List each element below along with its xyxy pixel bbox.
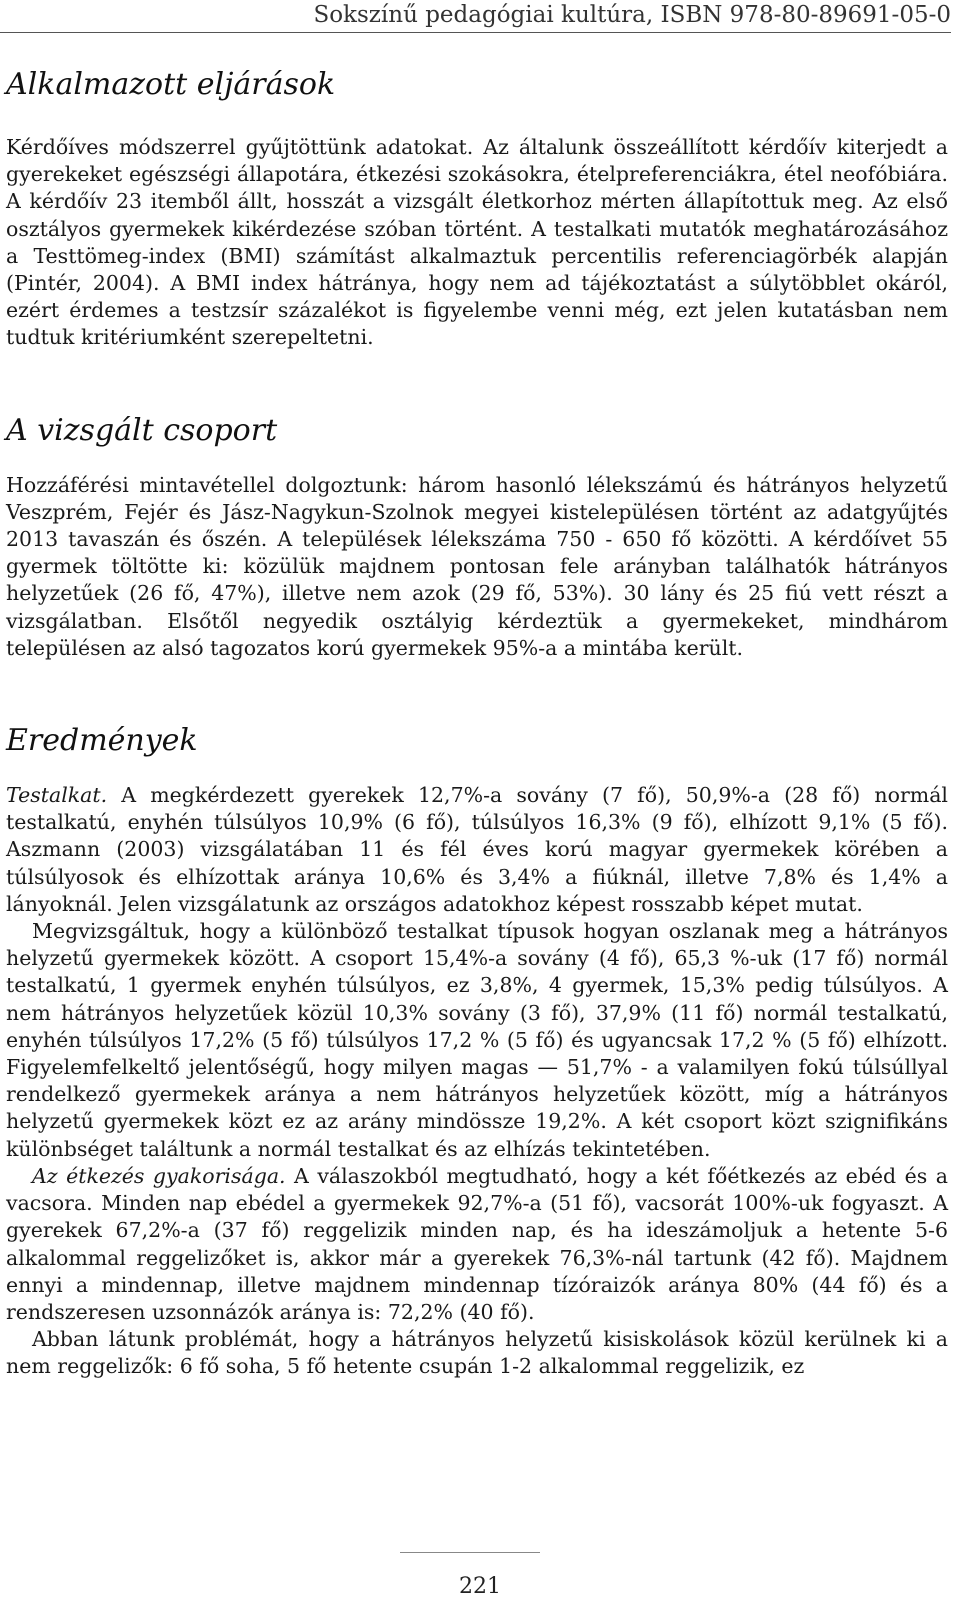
running-header: Sokszínű pedagógiai kultúra, ISBN 978-80-89691-05-0 [0,0,951,33]
section-title-methods: Alkalmazott eljárások [6,67,336,102]
group-paragraph: Hozzáférési mintavétellel dolgoztunk: három hasonló lélekszámú és hátrányos helyzetű Veszprém, Fejér és Jász-Nagykun-Szolnok megyei kistelepülésen történt az adatgyűjtés 2013 tavaszán és őszén. A települések lélekszáma 750 - 650 fő közötti. A kérdőívet 55 gyermek töltötte ki: közülük majdnem pontosan fele arányban találhatók hátrányos helyzetűek (26 fő, 47%), illetve nem azok (29 fő, 53%). 30 lány és 25 fiú vett részt a vizsgálatban. Elsőtől negyedik osztályig kérdeztük a gyermekeket, mindhárom településen az alsó tagozatos korú gyermekek 95%-a a mintába került. [6,472,948,660]
results-paragraph-body-type [6,782,948,918]
section-title-group: A vizsgált csoport [6,412,278,448]
results-paragraph-breakfast: Abban látunk problémát, hogy a hátrányos helyzetű kisiskolások közül kerülnek ki a nem reggelizők: 6 fő soha, 5 fő hetente csupán 1-2 alkalommal reggelizik, ez [6,1327,948,1379]
page-number: 221 [459,1574,501,1599]
results-text-meal-frequency: A válaszokból megtudható, hogy a két főétkezés az ebéd és a vacsora. Minden nap ebédel a gyermekek 92,7%-a (51 fő), vacsorát 100%-uk fogyaszt. A gyerekek 67,2%-a (37 fő) reggelizik minden nap, és ha ideszámoljuk a hetente 5-6 alkalommal reggelizőket is, akkor már a gyerekek 76,3%-nál tartunk (42 fő). Majdnem ennyi a mindennap, illetve majdnem mindennap tízóraizók aránya 80% (44 fő) és a rendszeresen uzsonnázók aránya is: 72,2% (40 fő). [6,1163,948,1324]
methods-paragraph: Kérdőíves módszerrel gyűjtöttünk adatokat. Az általunk összeállított kérdőív kiterjedt a gyerekeket egészségi állapotára, étkezési szokásokra, ételpreferenciákra, étel neofóbiára. A kérdőív 23 itemből állt, hosszát a vizsgált életkorhoz mérten állapítottuk meg. Az első osztályos gyermekek kikérdezése szóban történt. A testalkati mutatók meghatározásához a Testtömeg-index (BMI) számítást alkalmaztuk percentilis referenciagörbék alapján (Pintér, 2004). A BMI index hátránya, hogy nem ad tájékoztatást a súlytöbblet okáról, ezért érdemes a testzsír százalékot is figyelembe venni még, ezt jelen kutatásban nem tudtuk kritériumként szerepeltetni. [6,135,948,350]
results-lead-body-type: Testalkat. [6,783,108,808]
footer-rule [400,1552,540,1553]
results-paragraph-disadvantaged: Megvizsgáltuk, hogy a különböző testalkat típusok hogyan oszlanak meg a hátrányos helyzetű gyermekek között. A csoport 15,4%-a sovány (4 fő), 65,3 %-uk (17 fő) normál testalkatú, 1 gyermek enyhén túlsúlyos, ez 3,8%, 4 gyermek, 15,3% pedig túlsúlyos. A nem hátrányos helyzetűek közül 10,3% sovány (3 fő), 37,9% (11 fő) normál testalkatú, enyhén túlsúlyos 17,2% (5 fő) túlsúlyos 17,2 % (5 fő) és ugyancsak 17,2 % (5 fő) elhízott. Figyelemfelkeltő jelentőségű, hogy milyen magas — 51,7% - a valamilyen fokú túlsúllyal rendelkező gyermekek aránya a nem hátrányos helyzetűek között, míg a hátrányos helyzetű gyermekek közt ez az arány mindössze 19,2%. A két csoport közt szignifikáns különbséget találtunk a normál testalkat és az elhízás tekintetében. [6,919,948,1161]
results-text-body-type: A megkérdezett gyerekek 12,7%-a sovány (7 fő), 50,9%-a (28 fő) normál testalkatú, enyhén túlsúlyos 10,9% (6 fő), túlsúlyos 16,3% (9 fő), elhízott 9,1% (5 fő). Aszmann (2003) vizsgálatában 11 és fél éves korú magyar gyermekek körében a túlsúlyosok és elhízottak aránya 10,6% és 3,4% a fiúknál, illetve 7,8% és 1,4% a lányoknál. Jelen vizsgálatunk az országos adatokhoz képest rosszabb képet mutat. [6,783,948,916]
results-paragraph-meal-frequency [6,1163,948,1326]
page-content [6,62,948,1381]
section-title-results: Eredmények [6,723,198,759]
results-lead-meal-frequency: Az étkezés gyakorisága. [32,1163,286,1188]
